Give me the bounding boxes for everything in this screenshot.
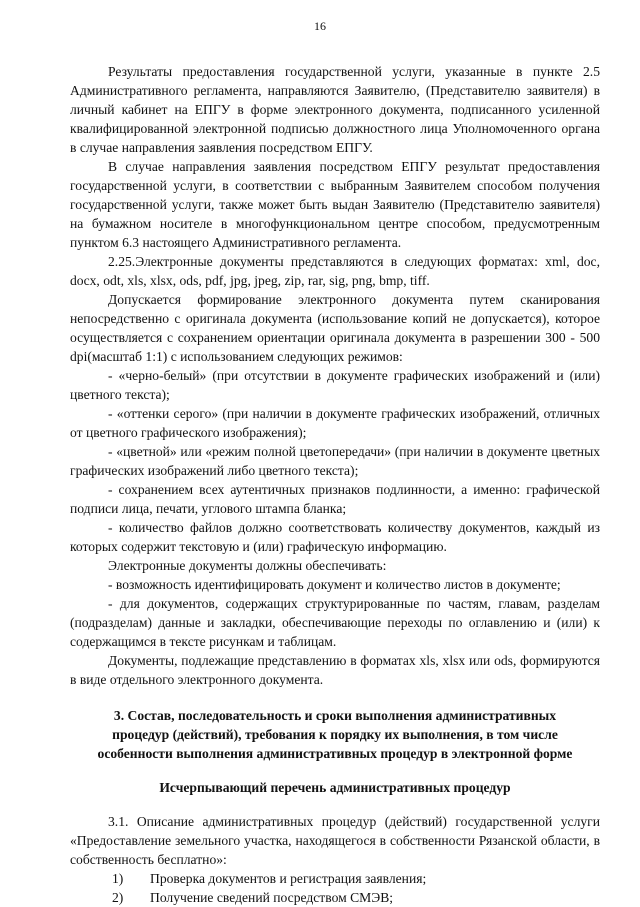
paragraph: 3.1. Описание административных процедур (действий) государственной услуги «Предоставление земельного участка, находящегося в собственности Рязанской области, в собственность бесплатно»: bbox=[70, 814, 600, 867]
paragraph: - сохранением всех аутентичных признаков подлинности, а именно: графической подписи лица, печати, углового штампа бланка; bbox=[70, 482, 600, 516]
page-body bbox=[70, 62, 600, 907]
paragraph: 2.25.Электронные документы представляются в следующих форматах: xml, doc, docx, odt, xls, xlsx, ods, pdf, jpg, jpeg, zip, rar, sig, png, bmp, tiff. bbox=[70, 254, 600, 288]
page-number: 16 bbox=[314, 19, 326, 33]
section-heading bbox=[70, 706, 600, 763]
paragraph: - «цветной» или «режим полной цветопередачи» (при наличии в документе цветных графических изображений либо цветного текста); bbox=[70, 444, 600, 478]
paragraph: - «черно-белый» (при отсутствии в документе графических изображений и (или) цветного текста); bbox=[70, 368, 600, 402]
paragraph: В случае направления заявления посредством ЕПГУ результат предоставления государственной услуги, в соответствии с выбранным Заявителем способом получения государственной услуги, также может быть выдан Заявителю (Представителю заявителя) на бумажном носителе в многофункциональном центре способом, предусмотренным пунктом 6.3 настоящего Административного регламента. bbox=[70, 159, 600, 250]
paragraph: Результаты предоставления государственной услуги, указанные в пункте 2.5 Административного регламента, направляются Заявителю, (Представителю заявителя) в личный кабинет на ЕПГУ в форме электронного документа, подписанного усиленной квалифицированной электронной подписью должностного лица Уполномоченного органа в случае направления заявления посредством ЕПГУ. bbox=[70, 64, 600, 155]
list-item-text: Получение сведений посредством СМЭВ; bbox=[150, 890, 394, 905]
list-item-number: 1) bbox=[112, 871, 124, 886]
paragraph: - количество файлов должно соответствовать количеству документов, каждый из которых содержит текстовую и (или) графическую информацию. bbox=[70, 520, 600, 554]
paragraph: - для документов, содержащих структурированные по частям, главам, разделам (подразделам) данные и закладки, обеспечивающие переходы по оглавлению и (или) к содержащимся в тексте рисункам и таблицам. bbox=[70, 596, 600, 649]
subheading: Исчерпывающий перечень административных процедур bbox=[159, 780, 511, 795]
paragraph: - «оттенки серого» (при наличии в документе графических изображений, отличных от цветного графического изображения); bbox=[70, 406, 600, 440]
section-heading-line: процедур (действий), требования к порядку их выполнения, в том числе bbox=[112, 727, 558, 742]
section-heading-line: 3. Состав, последовательность и сроки выполнения административных bbox=[113, 708, 557, 723]
paragraph: - возможность идентифицировать документ и количество листов в документе; bbox=[108, 577, 561, 592]
list-item bbox=[70, 869, 600, 888]
paragraph: Документы, подлежащие представлению в форматах xls, xlsx или ods, формируются в виде отдельного электронного документа. bbox=[70, 653, 600, 687]
paragraph: Электронные документы должны обеспечивать: bbox=[108, 558, 387, 573]
list-item-number: 2) bbox=[112, 890, 124, 905]
list-item-text: Проверка документов и регистрация заявления; bbox=[150, 871, 427, 886]
list-item bbox=[70, 888, 600, 907]
section-heading-line: особенности выполнения административных процедур в электронной форме bbox=[97, 746, 573, 761]
paragraph: Допускается формирование электронного документа путем сканирования непосредственно с оригинала документа (использование копий не допускается), которое осуществляется с сохранением ориентации оригинала документа в разрешении 300 - 500 dpi(масштаб 1:1) с использованием следующих режимов: bbox=[70, 292, 600, 364]
